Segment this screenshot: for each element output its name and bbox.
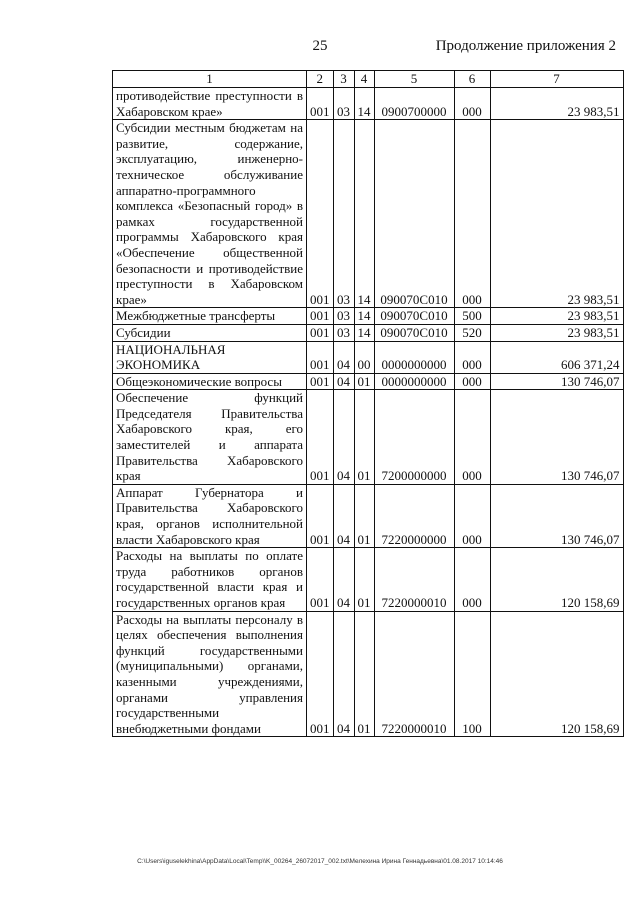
row-target: 0900700000: [374, 88, 454, 120]
row-code: 001: [307, 611, 334, 737]
row-expense-type: 000: [454, 484, 490, 547]
table-row: [113, 324, 624, 341]
row-expense-type: 000: [454, 373, 490, 390]
budget-table: [112, 70, 624, 737]
column-header: 7: [490, 71, 623, 88]
row-expense-type: 000: [454, 390, 490, 485]
table-row: [113, 484, 624, 547]
row-target: 7220000010: [374, 611, 454, 737]
row-name: НАЦИОНАЛЬНАЯ ЭКОНОМИКА: [113, 341, 307, 373]
row-expense-type: 000: [454, 120, 490, 308]
row-expense-type: 000: [454, 341, 490, 373]
row-code: 001: [307, 390, 334, 485]
row-expense-type: 100: [454, 611, 490, 737]
row-code: 001: [307, 120, 334, 308]
row-expense-type: 000: [454, 548, 490, 611]
row-name: Субсидии местным бюджетам на развитие, содержание, эксплуатацию, инженерно-техническое обслуживание аппаратно-программного комплекса «Безопасный город» в рамках государственной программы Хабаровского края «Обеспечение общественной безопасности и противодействие преступности в Хабаровском крае»: [113, 120, 307, 308]
row-amount: 23 983,51: [490, 120, 623, 308]
row-amount: 130 746,07: [490, 373, 623, 390]
row-section: 04: [333, 611, 354, 737]
table-row: [113, 88, 624, 120]
row-code: 001: [307, 548, 334, 611]
row-subsection: 00: [354, 341, 374, 373]
row-target: 7220000010: [374, 548, 454, 611]
row-expense-type: 000: [454, 88, 490, 120]
row-section: 03: [333, 88, 354, 120]
column-header: 3: [333, 71, 354, 88]
row-section: 03: [333, 308, 354, 325]
row-target: 090070С010: [374, 120, 454, 308]
row-name: Расходы на выплаты персоналу в целях обеспечения выполнения функций государственными (муниципальными) органами, казенными учреждениями, органами управления государственными внебюджетными фондами: [113, 611, 307, 737]
row-expense-type: 500: [454, 308, 490, 325]
row-subsection: 14: [354, 324, 374, 341]
column-header: 5: [374, 71, 454, 88]
row-section: 03: [333, 120, 354, 308]
column-header: 2: [307, 71, 334, 88]
continuation-label: Продолжение приложения 2: [435, 38, 616, 54]
row-code: 001: [307, 324, 334, 341]
table-row: [113, 390, 624, 485]
row-subsection: 01: [354, 390, 374, 485]
row-section: 04: [333, 390, 354, 485]
row-subsection: 14: [354, 308, 374, 325]
row-subsection: 01: [354, 611, 374, 737]
row-amount: 23 983,51: [490, 324, 623, 341]
row-amount: 120 158,69: [490, 611, 623, 737]
file-path-footer: C:\Users\iguselekhina\AppData\Local\Temp\\K_00264_26072017_002.txt\Мелехина Ирина Геннадьевна\01.08.2017 10:14:46: [137, 858, 503, 865]
row-name: Аппарат Губернатора и Правительства Хабаровского края, органов исполнительной власти Хабаровского края: [113, 484, 307, 547]
row-name: противодействие преступности в Хабаровском крае»: [113, 88, 307, 120]
column-header: 4: [354, 71, 374, 88]
row-amount: 606 371,24: [490, 341, 623, 373]
row-subsection: 01: [354, 484, 374, 547]
row-code: 001: [307, 341, 334, 373]
table-row: [113, 341, 624, 373]
row-name: Общеэкономические вопросы: [113, 373, 307, 390]
table-row: [113, 308, 624, 325]
row-subsection: 14: [354, 120, 374, 308]
table-row: [113, 548, 624, 611]
row-target: 0000000000: [374, 341, 454, 373]
row-section: 04: [333, 373, 354, 390]
row-section: 04: [333, 341, 354, 373]
row-section: 04: [333, 484, 354, 547]
row-target: 090070С010: [374, 308, 454, 325]
row-subsection: 01: [354, 373, 374, 390]
row-expense-type: 520: [454, 324, 490, 341]
row-target: 090070С010: [374, 324, 454, 341]
row-code: 001: [307, 88, 334, 120]
row-code: 001: [307, 373, 334, 390]
row-amount: 120 158,69: [490, 548, 623, 611]
table-row: [113, 611, 624, 737]
row-target: 0000000000: [374, 373, 454, 390]
row-code: 001: [307, 308, 334, 325]
column-header: 6: [454, 71, 490, 88]
row-name: Субсидии: [113, 324, 307, 341]
row-amount: 130 746,07: [490, 484, 623, 547]
row-section: 03: [333, 324, 354, 341]
page-number: 25: [312, 38, 328, 54]
column-header: 1: [113, 71, 307, 88]
table-row: [113, 120, 624, 308]
row-target: 7220000000: [374, 484, 454, 547]
row-subsection: 01: [354, 548, 374, 611]
row-name: Расходы на выплаты по оплате труда работников органов государственной власти края и государственных органов края: [113, 548, 307, 611]
row-subsection: 14: [354, 88, 374, 120]
row-amount: 23 983,51: [490, 308, 623, 325]
row-amount: 23 983,51: [490, 88, 623, 120]
row-target: 7200000000: [374, 390, 454, 485]
row-name: Обеспечение функций Председателя Правительства Хабаровского края, его заместителей и аппарата Правительства Хабаровского края: [113, 390, 307, 485]
row-amount: 130 746,07: [490, 390, 623, 485]
row-name: Межбюджетные трансферты: [113, 308, 307, 325]
column-header-row: [113, 71, 624, 88]
row-code: 001: [307, 484, 334, 547]
row-section: 04: [333, 548, 354, 611]
table-row: [113, 373, 624, 390]
